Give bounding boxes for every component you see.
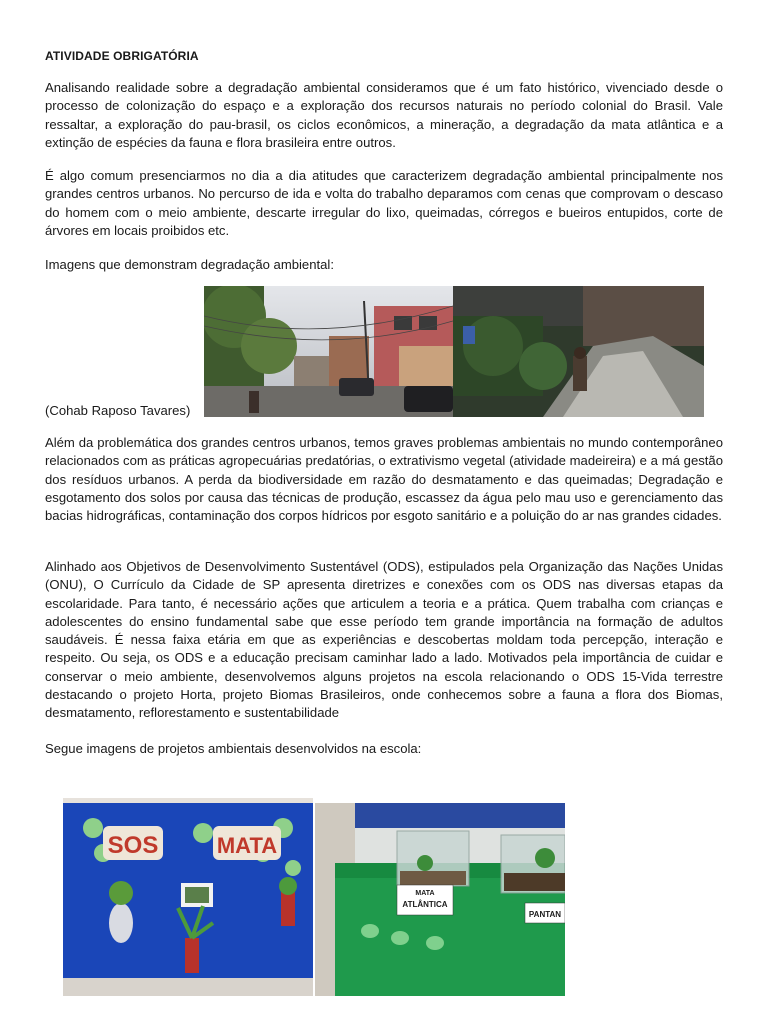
paragraph-intro: Analisando realidade sobre a degradação ambiental consideramos que é um fato histórico, vivenciado desde o processo de colonização do espaço e a exploração dos recursos naturais no período colonial do Brasil. Vale ressaltar, a exploração do pau-brasil, os ciclos econômicos, a mineração, a degradação da mata atlântica e a extinção de espécies da fauna e flora brasileira entre outros. <box>45 80 723 150</box>
paragraph-projects-intro: Segue imagens de projetos ambientais desenvolvidos na escola: <box>45 741 422 756</box>
document-title: ATIVIDADE OBRIGATÓRIA <box>45 49 199 63</box>
polluted-stream-photo <box>453 286 704 417</box>
mata-text: MATA <box>216 833 278 858</box>
paragraph-urban: É algo comum presenciarmos no dia a dia atitudes que caracterizem degradação ambiental principalmente nos grandes centros urbanos. No percurso de ida e volta do trabalho deparamos com cenas que comprovam o descaso do homem com o meio ambiente, descarte irregular do lixo, queimadas, córregos e bueiros entupidos, corte de árvores em locais proibidos etc. <box>45 168 723 238</box>
paragraph-problems: Além da problemática dos grandes centros urbanos, temos graves problemas ambientais no mundo contemporâneo relacionados com as práticas agropecuárias predatórias, o extrativismo vegetal (atividade madeireira) e a má gestão dos resíduos urbanos. A perda da biodiversidade em razão do desmatamento e das queimadas; Degradação e esgotamento dos solos por causa das técnicas de produção, escassez da água pelo mau uso e gerenciamento das bacias hidrográficas, contaminação dos corpos hídricos por esgoto sanitário e a poluição do ar nas grandes cidades. <box>45 435 723 524</box>
paragraph-images-intro: Imagens que demonstram degradação ambiental: <box>45 257 334 272</box>
street-photo <box>204 286 453 417</box>
paragraph-ods: Alinhado aos Objetivos de Desenvolvimento Sustentável (ODS), estipulados pela Organização das Nações Unidas (ONU), O Currículo da Cidade de SP apresenta diretrizes e conexões com os ODS nas diversas etapas da escolaridade. Para tanto, é necessário ações que articulem a teoria e a prática. Quem trabalha com crianças e adolescentes do ensino fundamental sabe que esse período tem grande importância na formação de adultos saudáveis. É nessa faixa etária em que as experiências e descobertas moldam toda percepção, interação e respeito. Ou seja, os ODS e a educação precisam caminhar lado a lado. Motivados pela importância de cuidar e conservar o meio ambiente, desenvolvemos alguns projetos na escola relacionando o ODS 15-Vida terrestre destacando o projeto Horta, projeto Biomas Brasileiros, onde conhecemos sobre a fauna a flora dos Biomas, desmatamento, reflorestamento e sustentabilidade <box>45 559 723 721</box>
sos-mata-mural-photo <box>63 798 313 996</box>
label-mata: MATA <box>415 890 435 897</box>
biome-terrariums-photo <box>315 803 565 996</box>
photo-caption: (Cohab Raposo Tavares) <box>45 403 191 418</box>
sos-text: SOS <box>107 832 159 859</box>
label-pantanal: PANTAN <box>528 910 562 919</box>
label-atlantica: ATLÂNTICA <box>402 900 448 909</box>
